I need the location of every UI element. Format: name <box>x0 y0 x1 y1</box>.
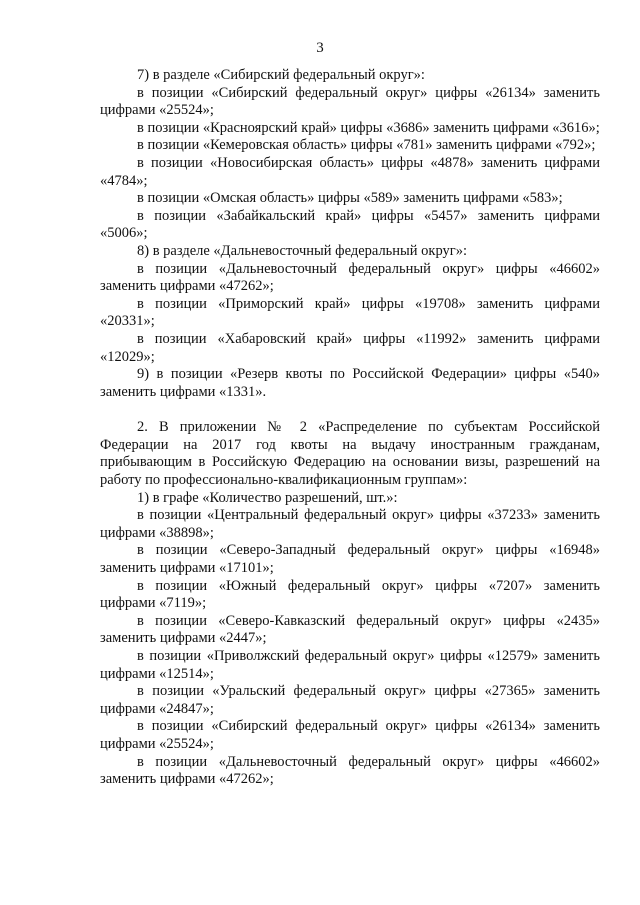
paragraph: в позиции «Хабаровский край» цифры «11992» заменить цифрами «12029»; <box>100 330 600 365</box>
section-spacer <box>100 401 600 419</box>
paragraph: в позиции «Красноярский край» цифры «3686» заменить цифрами «3616»; <box>137 119 600 136</box>
paragraph: в позиции «Сибирский федеральный округ» цифры «26134» заменить цифрами «25524»; <box>100 84 600 119</box>
paragraph: в позиции «Приморский край» цифры «19708» заменить цифрами «20331»; <box>100 295 600 330</box>
paragraph: в позиции «Северо-Западный федеральный округ» цифры «16948» заменить цифрами «17101»; <box>100 542 600 577</box>
paragraph: 9) в позиции «Резерв квоты по Российской Федерации» цифры «540» заменить цифрами «1331». <box>100 366 600 400</box>
paragraph: в позиции «Забайкальский край» цифры «5457» заменить цифрами «5006»; <box>100 207 600 242</box>
paragraph: в позиции «Кемеровская область» цифры «781» заменить цифрами «792»; <box>137 137 596 154</box>
paragraph: в позиции «Сибирский федеральный округ» цифры «26134» заменить цифрами «25524»; <box>100 718 600 752</box>
paragraph: 8) в разделе «Дальневосточный федеральный округ»: <box>137 242 468 259</box>
paragraph: в позиции «Дальневосточный федеральный округ» цифры «46602» заменить цифрами «47262»; <box>100 260 600 295</box>
paragraph: в позиции «Южный федеральный округ» цифры «7207» заменить цифрами «7119»; <box>100 577 600 612</box>
paragraph: 1) в графе «Количество разрешений, шт.»: <box>137 489 398 506</box>
paragraph: в позиции «Омская область» цифры «589» заменить цифрами «583»; <box>137 190 563 207</box>
paragraph: в позиции «Дальневосточный федеральный округ» цифры «46602» заменить цифрами «47262»; <box>100 753 600 788</box>
paragraph: в позиции «Приволжский федеральный округ» цифры «12579» заменить цифрами «12514»; <box>100 648 600 682</box>
paragraph: в позиции «Уральский федеральный округ» цифры «27365» заменить цифрами «24847»; <box>100 683 600 717</box>
document-body <box>100 67 600 789</box>
paragraph: в позиции «Новосибирская область» цифры «4878» заменить цифрами «4784»; <box>100 154 600 189</box>
paragraph: 7) в разделе «Сибирский федеральный округ»: <box>137 67 425 83</box>
paragraph: 2. В приложении № 2 «Распределение по субъектам Российской Федерации на 2017 год квоты на выдачу иностранным гражданам, прибывающим в Российскую Федерацию на основании визы, разрешений на работу по профессионально-квалификационным группам»: <box>100 419 600 489</box>
paragraph: в позиции «Северо-Кавказский федеральный округ» цифры «2435» заменить цифрами «2447»; <box>100 612 600 647</box>
page-number: 3 <box>316 40 324 56</box>
paragraph: в позиции «Центральный федеральный округ» цифры «37233» заменить цифрами «38898»; <box>100 507 600 541</box>
